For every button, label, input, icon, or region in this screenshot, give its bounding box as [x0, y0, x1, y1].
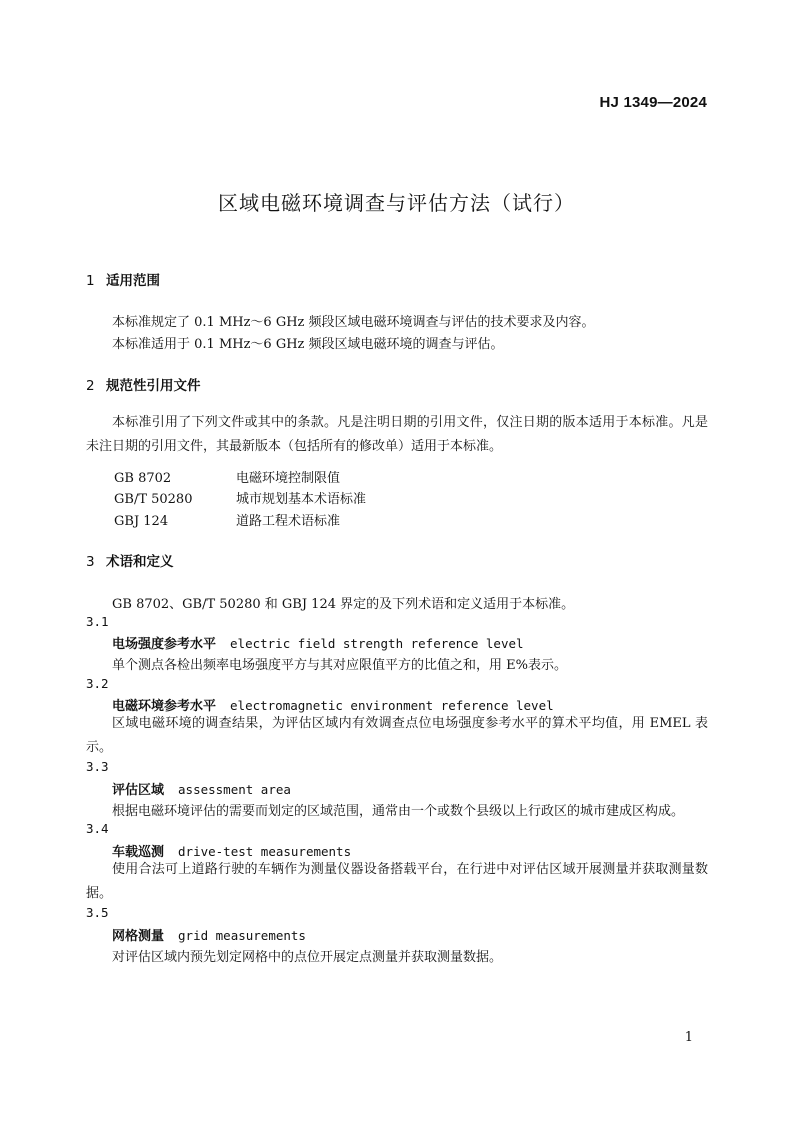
term-english: assessment area [178, 782, 291, 797]
term-chinese: 车载巡测 [112, 845, 165, 860]
document-title: 区域电磁环境调查与评估方法（试行） [218, 191, 575, 215]
term-heading [112, 925, 306, 944]
page-number: 1 [684, 1030, 693, 1045]
term-definition: 根据电磁环境评估的需要而划定的区域范围，通常由一个或数个县级以上行政区的城市建成区构成。 [112, 804, 685, 819]
term-definition: 单个测点各检出频率电场强度平方与其对应限值平方的比值之和，用 E%表示。 [112, 658, 567, 673]
section-title: 规范性引用文件 [106, 378, 201, 394]
term-chinese: 网格测量 [112, 929, 165, 944]
term-heading [112, 633, 524, 652]
term-english: drive-test measurements [178, 844, 352, 859]
term-chinese: 电磁环境参考水平 [112, 699, 217, 714]
reference-code: GB/T 50280 [114, 492, 193, 507]
standard-number: HJ 1349—2024 [599, 94, 707, 111]
term-chinese: 评估区域 [112, 783, 165, 798]
section-number: 2 [86, 378, 95, 394]
reference-item [114, 467, 340, 486]
paragraph: 本标准规定了 0.1 MHz～6 GHz 频段区域电磁环境调查与评估的技术要求及内容。 [112, 315, 595, 330]
term-definition: 使用合法可上道路行驶的车辆作为测量仪器设备搭载平台，在行进中对评估区域开展测量并获取测量数据。 [86, 862, 708, 901]
section-heading-1 [86, 269, 160, 289]
term-number: 3.2 [86, 676, 109, 691]
paragraph: 本标准引用了下列文件或其中的条款。凡是注明日期的引用文件，仅注日期的版本适用于本标准。凡是未注日期的引用文件，其最新版本（包括所有的修改单）适用于本标准。 [86, 415, 708, 454]
term-english: electric field strength reference level [230, 636, 524, 651]
term-heading [112, 779, 291, 798]
section-heading-2 [86, 374, 201, 394]
paragraph: 本标准适用于 0.1 MHz～6 GHz 频段区域电磁环境的调查与评估。 [112, 337, 504, 352]
term-english: electromagnetic environment reference level [230, 698, 554, 713]
term-definition: 对评估区域内预先划定网格中的点位开展定点测量并获取测量数据。 [112, 950, 503, 965]
paragraph: GB 8702、GB/T 50280 和 GBJ 124 界定的及下列术语和定义适用于本标准。 [112, 597, 575, 612]
term-number: 3.4 [86, 821, 109, 836]
term-chinese: 电场强度参考水平 [112, 637, 217, 652]
section-title: 术语和定义 [106, 554, 174, 570]
section-title: 适用范围 [106, 273, 160, 289]
reference-item [114, 510, 340, 529]
section-heading-3 [86, 550, 174, 570]
reference-item [114, 488, 366, 507]
reference-title: 城市规划基本术语标准 [236, 492, 367, 507]
reference-title: 道路工程术语标准 [236, 514, 341, 529]
section-number: 1 [86, 273, 95, 289]
reference-code: GB 8702 [114, 471, 172, 486]
reference-title: 电磁环境控制限值 [236, 471, 341, 486]
section-number: 3 [86, 554, 95, 570]
term-number: 3.1 [86, 614, 109, 629]
term-english: grid measurements [178, 928, 306, 943]
reference-code: GBJ 124 [114, 514, 169, 529]
term-definition: 区域电磁环境的调查结果，为评估区域内有效调查点位电场强度参考水平的算术平均值，用 EMEL 表示。 [86, 716, 708, 755]
term-number: 3.5 [86, 905, 109, 920]
term-number: 3.3 [86, 759, 109, 774]
